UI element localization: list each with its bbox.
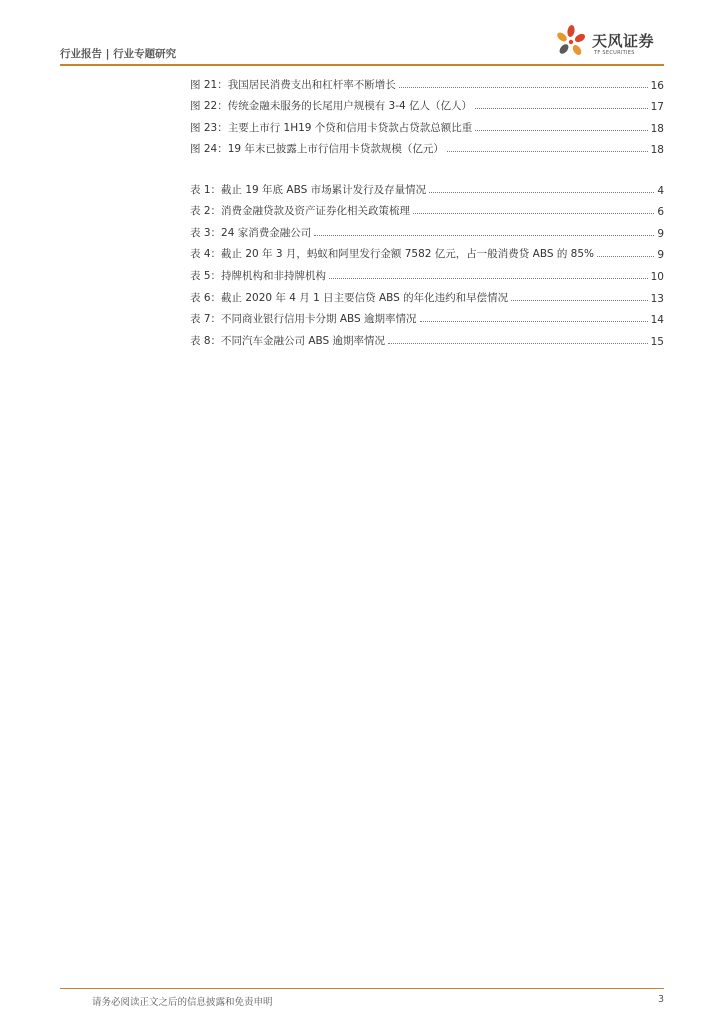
page-header [60, 32, 664, 62]
toc-entry[interactable] [190, 197, 664, 219]
toc-leader-dots [475, 130, 647, 131]
toc-leader-dots [388, 343, 648, 344]
toc-entry[interactable] [190, 113, 664, 135]
toc-entry-page: 15 [650, 335, 664, 348]
logo-english-name: TF SECURITIES [594, 50, 635, 56]
toc-leader-dots [475, 108, 648, 109]
toc-leader-dots [413, 213, 654, 214]
toc-entry[interactable] [190, 135, 664, 157]
toc-entry-title: 图 23：主要上市行 1H19 个贷和信用卡贷款占贷款总额比重 [190, 121, 473, 134]
toc-entry[interactable] [190, 283, 664, 305]
toc-entry-title: 图 22：传统金融未服务的长尾用户规模有 3-4 亿人（亿人） [190, 100, 473, 113]
toc-entry-title: 表 7：不同商业银行信用卡分期 ABS 逾期率情况 [190, 313, 417, 326]
logo-chinese-name: 天风证券 [592, 32, 655, 50]
toc-entry-page: 6 [657, 206, 664, 219]
toc-entry-page: 9 [657, 249, 664, 262]
toc-entry-title: 表 6：截止 2020 年 4 月 1 日主要信贷 ABS 的年化违约和早偿情况 [190, 291, 509, 304]
company-logo [552, 24, 664, 62]
toc-entry[interactable] [190, 70, 664, 92]
report-category: 行业报告 | 行业专题研究 [60, 48, 177, 60]
toc-entry-page: 18 [650, 122, 664, 135]
toc-leader-dots [314, 235, 654, 236]
toc-entry-title: 图 24：19 年末已披露上市行信用卡贷款规模（亿元） [190, 143, 444, 156]
toc-entry-title: 表 1：截止 19 年底 ABS 市场累计发行及存量情况 [190, 183, 427, 196]
toc-entry[interactable] [190, 326, 664, 348]
toc-entry-page: 18 [650, 144, 664, 157]
toc-entry-title: 图 21：我国居民消费支出和杠杆率不断增长 [190, 78, 396, 91]
toc-entry[interactable] [190, 240, 664, 262]
toc-entry[interactable] [190, 92, 664, 114]
toc-entry[interactable] [190, 218, 664, 240]
toc-entry-page: 9 [657, 227, 664, 240]
toc-entry-page: 4 [657, 184, 664, 197]
tables-toc [190, 175, 664, 348]
disclaimer-text: 请务必阅读正文之后的信息披露和免责申明 [92, 997, 273, 1008]
toc-leader-dots [511, 300, 647, 301]
flower-logo-icon [552, 24, 590, 62]
toc-entry-title: 表 3：24 家消费金融公司 [190, 226, 312, 239]
toc-entry[interactable] [190, 305, 664, 327]
toc-entry[interactable] [190, 175, 664, 197]
toc-leader-dots [399, 87, 648, 88]
toc-entry-title: 表 2：消费金融贷款及资产证券化相关政策梳理 [190, 205, 411, 218]
toc-entry-page: 13 [650, 292, 664, 305]
toc-leader-dots [597, 256, 654, 257]
toc-entry-title: 表 5：持牌机构和非持牌机构 [190, 269, 327, 282]
toc-leader-dots [429, 192, 654, 193]
toc-leader-dots [447, 151, 648, 152]
toc-entry-page: 16 [650, 79, 664, 92]
toc-leader-dots [329, 278, 648, 279]
toc-entry-page: 17 [650, 101, 664, 114]
toc-entry[interactable] [190, 261, 664, 283]
toc-entry-page: 14 [650, 314, 664, 327]
page-number: 3 [657, 994, 664, 1005]
toc-entry-page: 10 [650, 270, 664, 283]
toc-leader-dots [420, 321, 648, 322]
header-divider [60, 64, 664, 66]
toc-entry-title: 表 4：截止 20 年 3 月，蚂蚁和阿里发行金额 7582 亿元，占一般消费贷 ABS 的 85% [190, 248, 595, 261]
figures-toc [190, 70, 664, 156]
footer-divider [60, 988, 664, 989]
toc-entry-title: 表 8：不同汽车金融公司 ABS 逾期率情况 [190, 334, 386, 347]
